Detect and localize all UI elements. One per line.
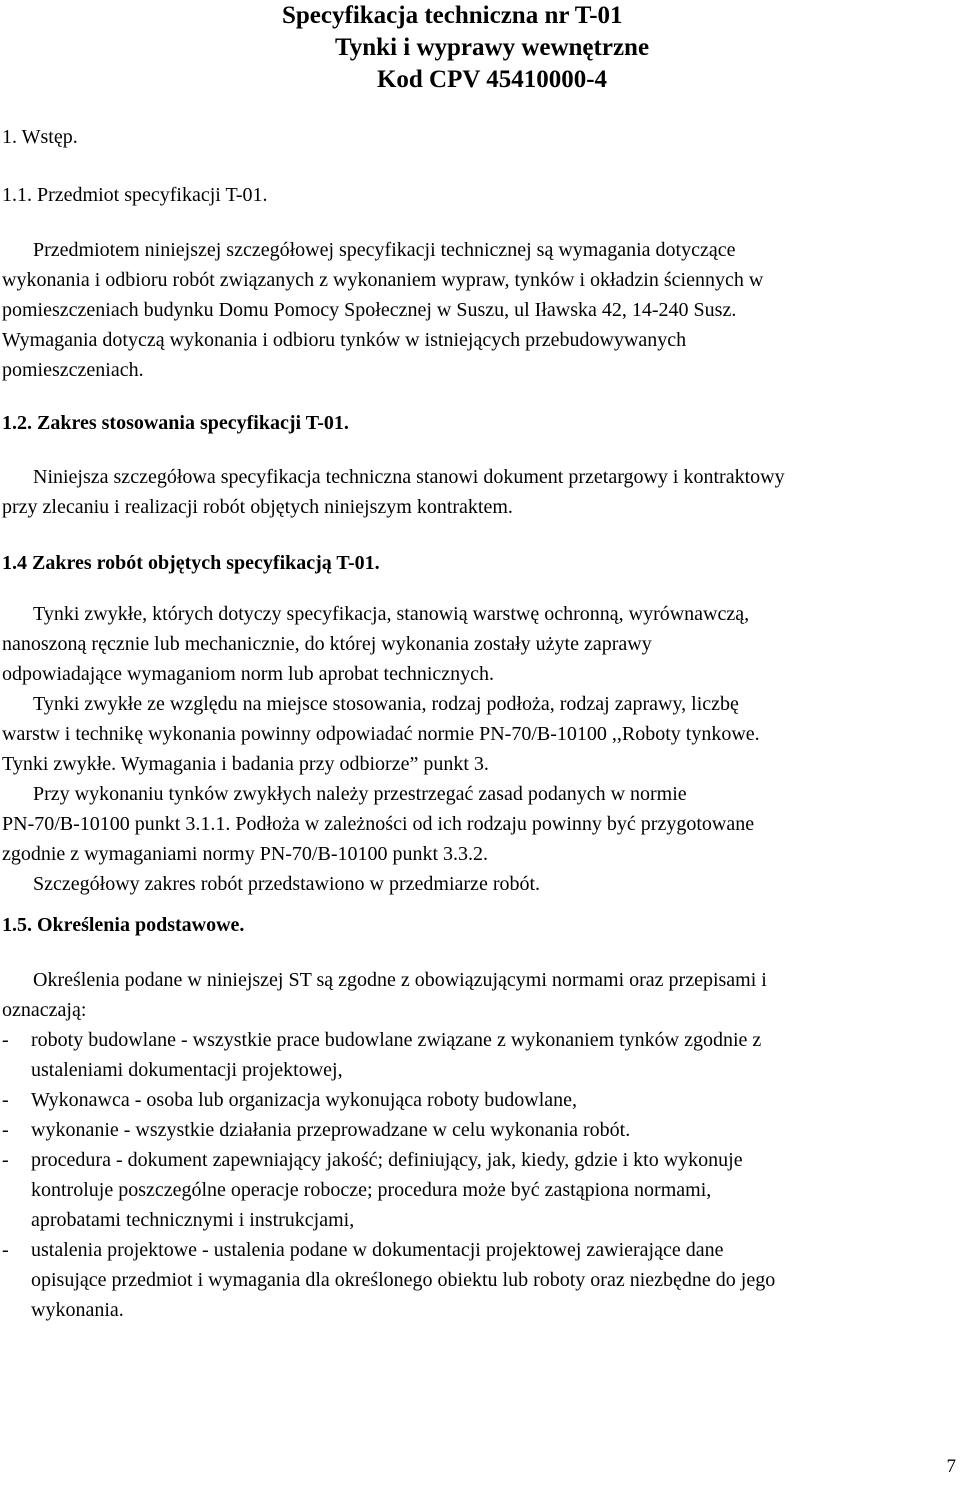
list-item-line: kontroluje poszczególne operacje robocze; procedura może być zastąpiona normami, xyxy=(31,1179,712,1201)
list-item-line: roboty budowlane - wszystkie prace budowlane związane z wykonaniem tynków zgodnie z xyxy=(31,1029,762,1051)
list-item xyxy=(2,1025,952,1085)
definitions-list xyxy=(2,1025,952,1325)
document-title: Specyfikacja techniczna nr T-01 xyxy=(282,2,623,29)
paragraph-line: Szczegółowy zakres robót przedstawiono w przedmiarze robót. xyxy=(33,873,541,895)
paragraph-line: warstw i technikę wykonania powinny odpowiadać normie PN-70/B-10100 ,,Roboty tynkowe. xyxy=(2,723,760,745)
list-item-line: procedura - dokument zapewniający jakość; definiujący, jak, kiedy, gdzie i kto wykonuje xyxy=(31,1149,743,1171)
paragraph-line: nanoszoną ręcznie lub mechanicznie, do której wykonania zostały użyte zaprawy xyxy=(2,633,652,655)
paragraph-line: Przy wykonaniu tynków zwykłych należy przestrzegać zasad podanych w normie xyxy=(33,783,687,805)
paragraph-line: Tynki zwykłe. Wymagania i badania przy odbiorze” punkt 3. xyxy=(2,753,489,775)
paragraph-line: Niniejsza szczegółowa specyfikacja techniczna stanowi dokument przetargowy i kontraktowy xyxy=(33,466,785,488)
list-item xyxy=(2,1145,952,1235)
paragraph-line: Tynki zwykłe, których dotyczy specyfikacja, stanowią warstwę ochronną, wyrównawczą, xyxy=(33,603,750,625)
list-dash: - xyxy=(2,1119,9,1141)
list-item-line: wykonanie - wszystkie działania przeprowadzane w celu wykonania robót. xyxy=(31,1119,631,1141)
paragraph-line: przy zlecaniu i realizacji robót objętych niniejszym kontraktem. xyxy=(2,496,513,518)
section-heading-1-4: 1.4 Zakres robót objętych specyfikacją T-01. xyxy=(2,552,380,574)
paragraph-line: Wymagania dotyczą wykonania i odbioru tynków w istniejących przebudowywanych xyxy=(2,329,687,351)
paragraph-line: zgodnie z wymaganiami normy PN-70/B-10100 punkt 3.3.2. xyxy=(2,843,489,865)
paragraph-line: Określenia podane w niniejszej ST są zgodne z obowiązującymi normami oraz przepisami i xyxy=(33,969,767,991)
paragraph-line: wykonania i odbioru robót związanych z wykonaniem wypraw, tynków i okładzin ściennych w xyxy=(2,269,764,291)
paragraph-line: oznaczają: xyxy=(2,999,87,1021)
list-dash: - xyxy=(2,1239,9,1261)
paragraph-line: Tynki zwykłe ze względu na miejsce stosowania, rodzaj podłoża, rodzaj zaprawy, liczbę xyxy=(33,693,739,715)
list-item xyxy=(2,1235,952,1325)
paragraph-definitions-intro xyxy=(2,965,952,1025)
section-heading-1-1: 1.1. Przedmiot specyfikacji T-01. xyxy=(2,184,268,206)
list-item-line: opisujące przedmiot i wymagania dla określonego obiektu lub roboty oraz niezbędne do jego xyxy=(31,1269,776,1291)
section-heading-1-2: 1.2. Zakres stosowania specyfikacji T-01. xyxy=(2,412,349,434)
list-item-line: ustaleniami dokumentacji projektowej, xyxy=(31,1059,343,1081)
cpv-code: Kod CPV 45410000-4 xyxy=(376,66,608,93)
list-item xyxy=(2,1085,952,1115)
paragraph-subject xyxy=(2,235,952,385)
section-heading-1-5: 1.5. Określenia podstawowe. xyxy=(2,914,245,936)
list-dash: - xyxy=(2,1029,9,1051)
list-item-line: aprobatami technicznymi i instrukcjami, xyxy=(31,1209,355,1231)
section-heading-1: 1. Wstęp. xyxy=(2,126,78,148)
paragraph-line: pomieszczeniach budynku Domu Pomocy Społecznej w Suszu, ul Iławska 42, 14-240 Susz. xyxy=(2,299,737,321)
paragraph-line: odpowiadające wymaganiom norm lub aprobat technicznych. xyxy=(2,663,495,685)
paragraph-line: Przedmiotem niniejszej szczegółowej specyfikacji technicznej są wymagania dotyczące xyxy=(33,239,736,261)
paragraph-line: pomieszczeniach. xyxy=(2,359,144,381)
page-number: 7 xyxy=(946,1456,956,1477)
list-item xyxy=(2,1115,952,1145)
list-item-line: Wykonawca - osoba lub organizacja wykonująca roboty budowlane, xyxy=(31,1089,578,1111)
paragraph-works xyxy=(2,599,952,899)
list-item-line: ustalenia projektowe - ustalenia podane w dokumentacji projektowej zawierające dane xyxy=(31,1239,724,1261)
paragraph-line: PN-70/B-10100 punkt 3.1.1. Podłoża w zależności od ich rodzaju powinny być przygotowane xyxy=(2,813,755,835)
list-item-line: wykonania. xyxy=(31,1299,124,1321)
list-dash: - xyxy=(2,1089,9,1111)
paragraph-scope xyxy=(2,462,952,522)
list-dash: - xyxy=(2,1149,9,1171)
title-block xyxy=(282,0,702,96)
document-subtitle: Tynki i wyprawy wewnętrzne xyxy=(334,34,650,61)
